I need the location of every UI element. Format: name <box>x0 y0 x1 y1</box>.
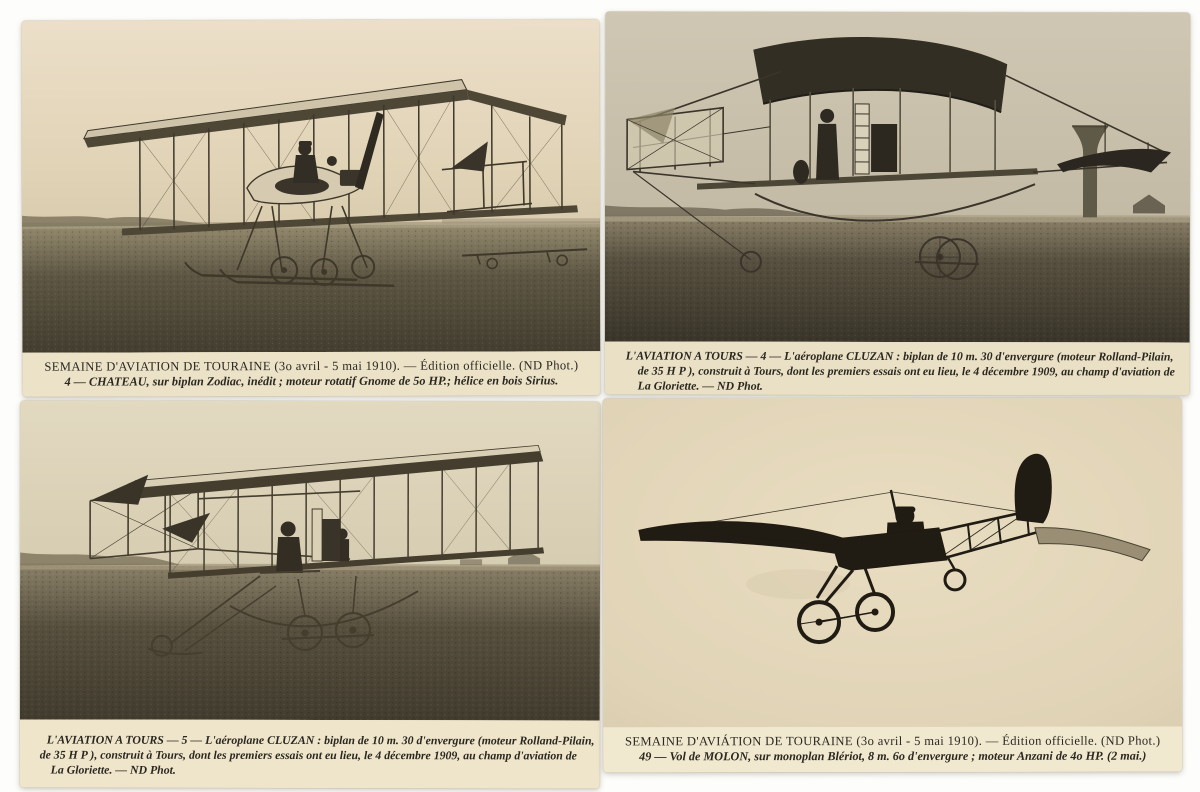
caption-area <box>22 351 600 397</box>
caption-line-1: L'AVIATION A TOURS — 4 — L'aéroplane CLUZAN : biplan de 10 m. 30 d'envergure (moteur Rolland-Pilain, <box>625 348 1174 364</box>
cluzan-three-quarter-illustration <box>20 400 601 720</box>
caption-title: SEMAINE D'AVIÁTION DE TOURAINE (3o avril - 5 mai 1910). — Édition officielle. (ND Phot.) <box>624 733 1161 749</box>
caption-area <box>20 719 600 788</box>
caption-subtitle: 4 — CHATEAU, sur biplan Zodiac, inédit ; moteur rotatif Gnome de 5o HP.; hélice en bois Sirius. <box>64 373 559 389</box>
caption-line-2: de 35 H P ), construit à Tours, dont les premiers essais ont eu lieu, le 4 décembre 1909, au champ d'aviation de <box>39 747 577 763</box>
photo-cluzan-three-quarter <box>20 400 601 720</box>
cluzan-side-illustration <box>605 11 1191 342</box>
photo-zodiac-biplane <box>22 19 601 353</box>
caption-line-3: La Gloriette. — ND Phot. <box>50 762 176 777</box>
caption-line-2: de 35 H P ), construit à Tours, dont les premiers essais ont eu lieu, le 4 décembre 1909, au champ d'aviation de <box>637 363 1175 379</box>
caption-subtitle: 49 — Vol de MOLON, sur monoplan Blériot, 8 m. 6o d'envergure ; moteur Anzani de 4o HP. (2 mai.) <box>639 748 1147 764</box>
postcard-cluzan-three-quarter <box>20 400 601 788</box>
postcard-chateau-zodiac <box>22 19 601 397</box>
caption-title: SEMAINE D'AVIATION DE TOURAINE (3o avril - 5 mai 1910). — Édition officielle. (ND Phot.) <box>44 358 579 374</box>
caption-area <box>603 727 1182 773</box>
photo-bleriot-flight <box>603 398 1182 728</box>
caption-area <box>605 341 1190 395</box>
zodiac-biplane-illustration <box>22 19 601 353</box>
postcard-molon-bleriot <box>603 398 1183 773</box>
bleriot-monoplane-illustration <box>603 398 1182 728</box>
caption-line-3: La Gloriette. — ND Phot. <box>637 378 763 393</box>
caption-line-1: L'AVIATION A TOURS — 5 — L'aéroplane CLUZAN : biplan de 10 m. 30 d'envergure (moteur Rolland-Pilain, <box>46 732 595 748</box>
propeller-blur <box>746 569 850 599</box>
postcard-cluzan-side <box>605 11 1191 395</box>
tail-cell <box>627 108 723 170</box>
photo-cluzan-side <box>605 11 1191 342</box>
